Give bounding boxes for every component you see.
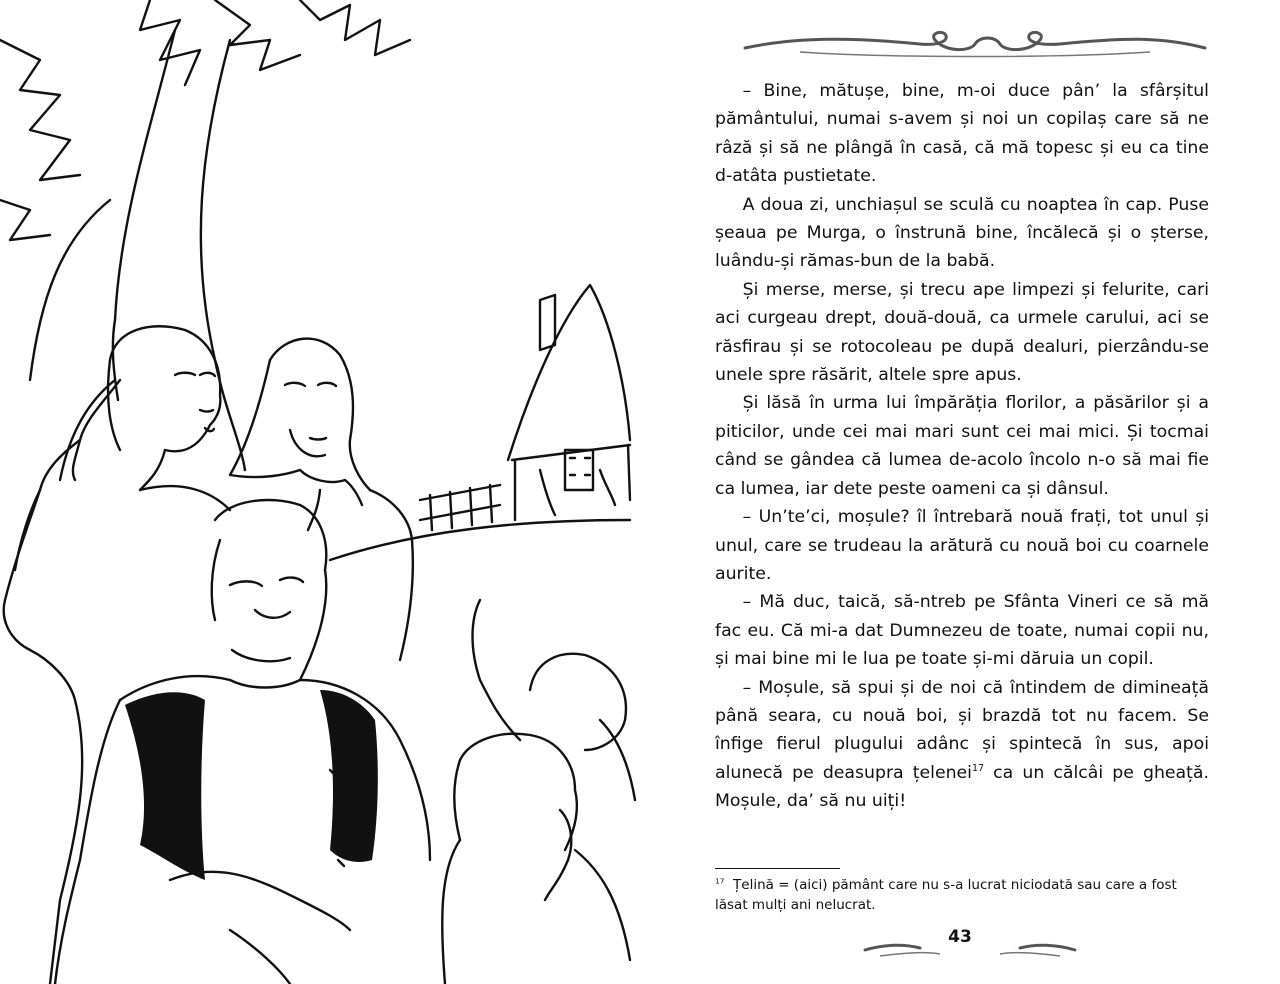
- footnote-reference[interactable]: 17: [971, 762, 985, 774]
- paragraph: – Un’te’ci, moșule? îl întrebară nouă frați, tot unul și unul, care se trudeau la arătură cu nouă boi cu coarnele aurite.: [715, 507, 1209, 584]
- house: [508, 285, 630, 520]
- tree-foliage: [0, 0, 410, 240]
- footnote-number: 17: [715, 876, 725, 886]
- paragraph: Și lăsă în urma lui împărăția florilor, a păsărilor și a piticilor, unde cei mai mari sunt cei mai mici. Și tocmai când se gândea că lumea de-acolo încolo n-o să mai fie ca lumea, iar dete peste oameni ca și dânsul.: [715, 393, 1209, 499]
- vest-left: [125, 692, 205, 880]
- tree-trunk: [30, 30, 245, 480]
- text-page: [650, 0, 1280, 984]
- ornament-divider-icon: [740, 28, 1210, 68]
- paragraph-last-text-after: ca un călcâi pe gheață. Moșule, da’ să nu uiți!: [715, 762, 1209, 812]
- woman-left-figure: [4, 326, 230, 984]
- body-text: [715, 77, 1209, 816]
- vest-right: [320, 690, 378, 862]
- paragraph: A doua zi, unchiașul se sculă cu noaptea în cap. Puse șeaua pe Murga, o înstrună bine, încălecă și o șterse, luându-și rămas-bun de la babă.: [715, 194, 1209, 272]
- footnote: [715, 875, 1209, 915]
- fence: [330, 485, 630, 560]
- paragraph: – Bine, mătușe, bine, m-oi duce pân’ la sfârșitul pământului, numai s-avem și noi un copilaș care să ne râză și să ne plângă în casă, că mă topesc și eu ca tine d-atâta pustietate.: [715, 81, 1209, 187]
- page-number: 43: [948, 927, 972, 947]
- footnote-rule: [715, 868, 840, 869]
- footnote-text: Țelină = (aici) pământ care nu s-a lucrat niciodată sau care a fost lăsat mulți ani nelucrat.: [715, 877, 1177, 913]
- paragraph: Și merse, merse, și trecu ape limpezi și felurite, cari aci curgeau drept, două-două, ca urmele carului, aci se răsfirau și se rotocoleau pe după dealuri, pierzându-se unele spre răsărit, altele spre apus.: [715, 279, 1209, 386]
- paragraph-last: [715, 674, 1209, 816]
- paragraph-last-text-before: – Moșule, să spui și de noi că întindem de dimineață până seara, cu nouă boi, și brazdă tot nu facem. Se înfige fierul plugului adânc și spintecă în sus, apoi alunecă pe deasupra țelenei: [715, 677, 1209, 783]
- paragraph: – Mă duc, taică, să-ntreb pe Sfânta Vineri ce să mă fac eu. Că mi-a dat Dumnezeu de toate, numai copii nu, și mai bine mi le lua pe toate și-mi dăruia un copil.: [715, 592, 1209, 670]
- children-figures: [442, 600, 635, 984]
